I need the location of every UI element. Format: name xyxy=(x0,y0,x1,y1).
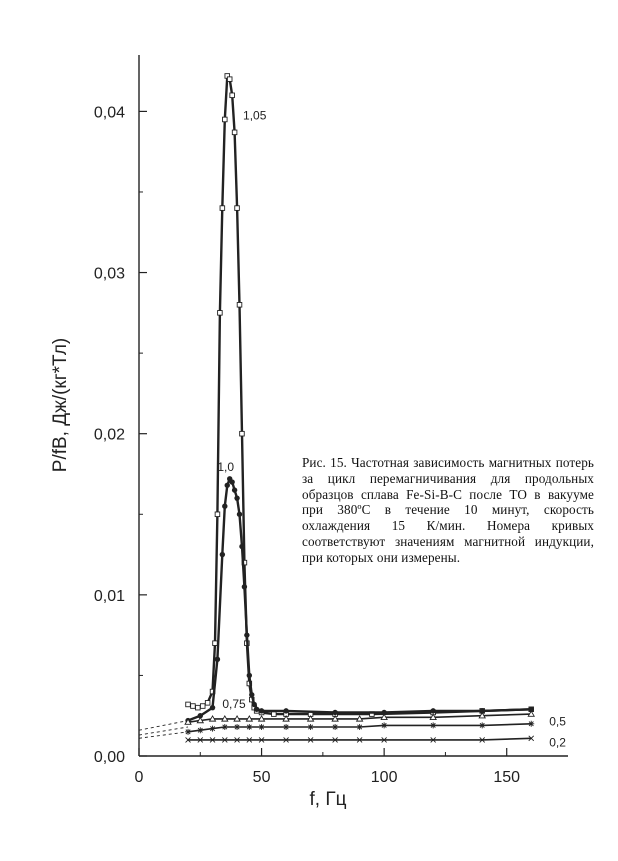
data-point xyxy=(227,77,232,82)
data-point xyxy=(215,657,220,662)
data-point xyxy=(213,641,218,646)
data-point xyxy=(246,724,252,730)
data-point xyxy=(196,705,201,710)
data-point xyxy=(430,708,435,713)
figure-caption: Рис. 15. Частотная зависимость магнитных потерь за цикл перемагничивания для продольных образцов сплава Fe-Si-B-C после ТО в вакууме при 380ºС в течение 10 минут, скорость охлаждения 15 К/мин. Номера кривых соответствуют значениям магнитной индукции, при которых они измерены. xyxy=(302,455,594,565)
series-line xyxy=(188,76,531,714)
y-tick-label: 0,02 xyxy=(93,426,125,444)
y-axis-title: P/fB, Дж/(кг*Тл) xyxy=(50,337,71,473)
series-0-5 xyxy=(185,721,534,735)
data-point xyxy=(232,487,237,492)
data-point xyxy=(237,512,242,517)
data-point xyxy=(230,93,235,98)
x-tick-label: 150 xyxy=(493,769,521,786)
data-series xyxy=(185,74,534,743)
data-point xyxy=(244,632,249,637)
data-point xyxy=(240,431,245,436)
data-point xyxy=(249,692,254,697)
curve-label-0-2: 0,2 xyxy=(549,735,566,750)
data-point xyxy=(210,705,215,710)
data-point xyxy=(283,708,288,713)
data-point xyxy=(232,130,237,135)
curve-label-0-75: 0,75 xyxy=(222,696,246,711)
x-axis-title: f, Гц xyxy=(309,789,347,810)
curve-labels xyxy=(217,108,566,749)
data-point xyxy=(234,724,240,730)
data-point xyxy=(308,724,314,730)
series-0-2 xyxy=(186,736,534,743)
y-tick-label: 0,03 xyxy=(93,265,125,283)
data-point xyxy=(220,206,225,211)
data-point xyxy=(272,712,277,717)
data-point xyxy=(332,724,338,730)
data-point xyxy=(234,495,239,500)
data-point xyxy=(185,729,191,735)
extrapolation-line xyxy=(139,732,188,738)
curve-label-1-05: 1,05 xyxy=(243,108,267,123)
data-point xyxy=(197,727,203,733)
data-point xyxy=(528,721,534,727)
axes xyxy=(94,55,568,786)
data-point xyxy=(239,544,244,549)
data-point xyxy=(222,504,227,509)
data-point xyxy=(200,704,205,709)
data-point xyxy=(229,479,234,484)
data-point xyxy=(381,722,387,728)
data-point xyxy=(186,702,191,707)
data-point xyxy=(259,724,265,730)
data-point xyxy=(220,552,225,557)
data-point xyxy=(225,483,230,488)
data-point xyxy=(254,707,259,712)
extrapolation-lines xyxy=(139,721,188,739)
data-point xyxy=(191,704,196,709)
extrapolation-line xyxy=(139,721,188,731)
data-point xyxy=(247,673,252,678)
data-point xyxy=(235,206,240,211)
data-point xyxy=(430,722,436,728)
y-tick-label: 0,00 xyxy=(93,749,125,766)
data-point xyxy=(215,512,220,517)
extrapolation-line xyxy=(139,727,188,735)
data-point xyxy=(283,724,289,730)
data-point xyxy=(479,722,485,728)
curve-label-1-0: 1,0 xyxy=(217,459,235,474)
x-tick-label: 50 xyxy=(252,769,271,786)
data-point xyxy=(218,311,223,316)
y-tick-label: 0,01 xyxy=(93,587,125,605)
x-tick-label: 100 xyxy=(370,769,398,786)
curve-label-0-5: 0,5 xyxy=(549,714,566,729)
data-point xyxy=(237,302,242,307)
x-tick-label: 0 xyxy=(134,769,144,786)
data-point xyxy=(242,584,247,589)
series-1-05 xyxy=(186,74,534,717)
data-point xyxy=(259,708,264,713)
data-point xyxy=(223,117,228,122)
data-point xyxy=(252,702,257,707)
data-point xyxy=(357,724,363,730)
data-point xyxy=(332,710,337,715)
y-tick-label: 0,04 xyxy=(93,104,125,122)
data-point xyxy=(210,726,216,732)
data-point xyxy=(222,724,228,730)
data-point xyxy=(205,701,210,706)
